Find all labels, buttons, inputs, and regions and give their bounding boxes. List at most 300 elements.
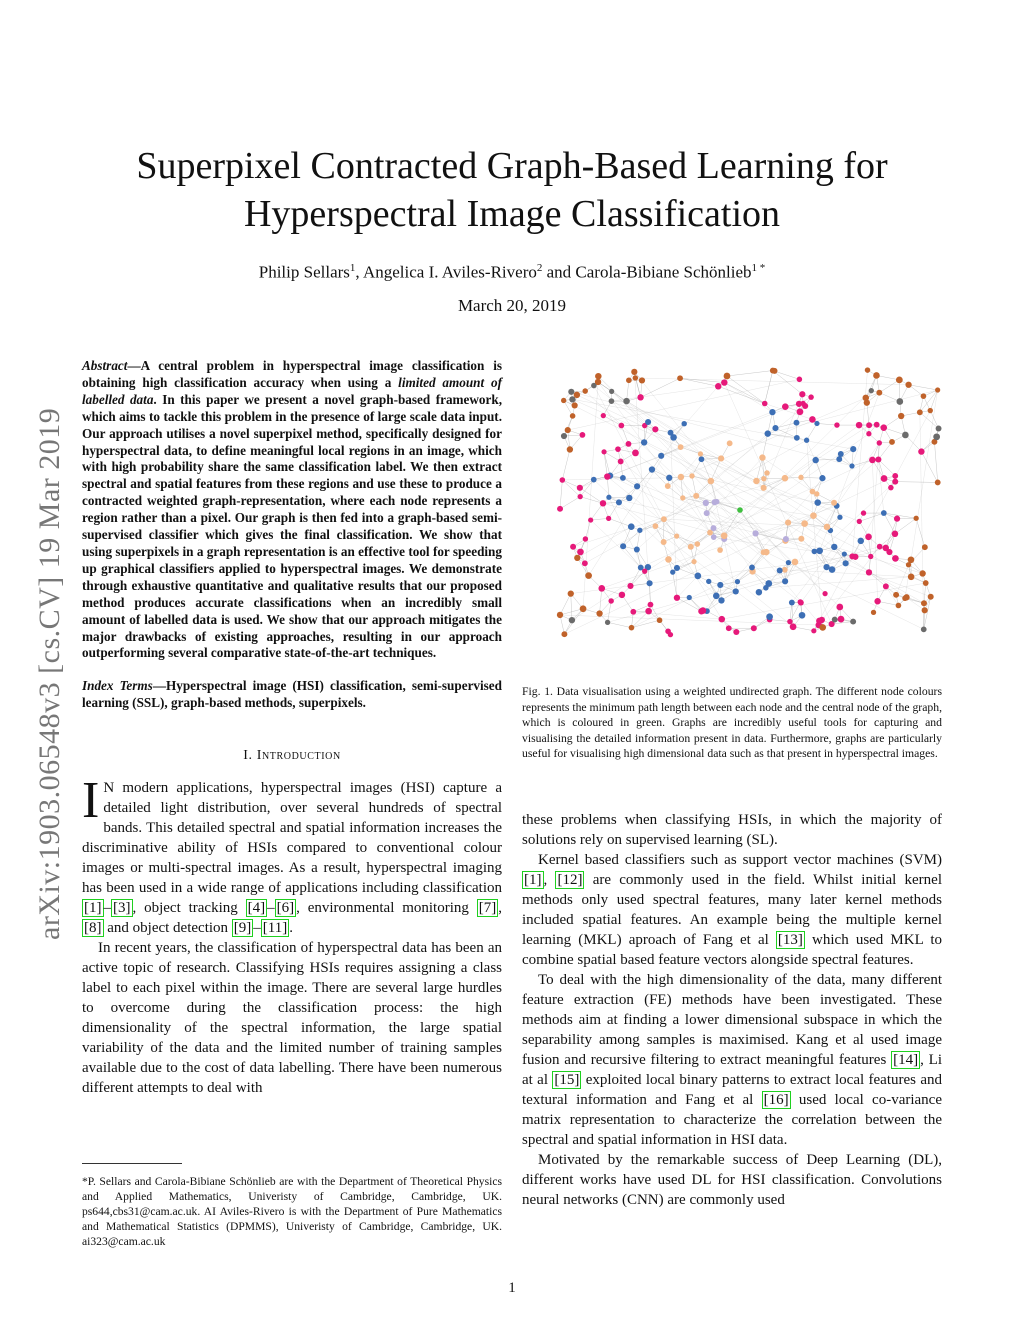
graph-node (574, 392, 580, 398)
graph-node (874, 598, 880, 604)
graph-edge (677, 536, 698, 544)
graph-node (753, 478, 760, 485)
graph-node (816, 547, 823, 554)
graph-edge (775, 423, 796, 428)
graph-edge (920, 412, 924, 629)
citation-link[interactable]: [11] (262, 920, 288, 937)
graph-node (649, 466, 655, 472)
graph-edge (920, 412, 939, 428)
graph-node (609, 398, 615, 404)
graph-node (665, 628, 671, 634)
graph-node (626, 495, 632, 501)
graph-node (782, 567, 788, 573)
graph-edge (820, 482, 896, 551)
graph-node (678, 444, 684, 450)
graph-node (674, 534, 679, 539)
graph-node (794, 420, 800, 426)
body-text: used local co-variance matrix representation to characterize the correlation between the spectral and spatial information in HSI data. (522, 1092, 942, 1148)
graph-node (936, 426, 942, 432)
body-text: To deal with the high dimensionality of the data, many different feature extraction (FE) methods have been investigated. These methods aim at finding a lower dimensional subspace in which the separability among samples is maximised. Kang et al used image fusion and recursive filtering to extract meaningful features (522, 972, 942, 1068)
graph-node (881, 510, 887, 516)
graph-node (856, 422, 862, 428)
right-paragraph-3 (522, 970, 942, 1150)
section-title: Introduction (256, 748, 341, 764)
graph-node (914, 516, 919, 521)
graph-node (877, 440, 882, 445)
graph-node (876, 390, 882, 396)
author-affiliation: 1 (349, 262, 356, 274)
graph-node (634, 483, 640, 489)
graph-node (822, 591, 827, 596)
citation-link[interactable]: [4] (247, 900, 266, 917)
graph-edge (766, 541, 785, 552)
graph-node (689, 473, 694, 478)
graph-node (619, 423, 625, 429)
graph-node (777, 568, 783, 574)
graph-node (782, 475, 789, 482)
graph-node (605, 620, 610, 625)
paper-date: March 20, 2019 (457, 296, 567, 315)
graph-node (866, 422, 872, 428)
graph-node (596, 610, 602, 616)
graph-node (609, 389, 614, 394)
citation-link[interactable]: [6] (276, 900, 295, 917)
graph-node (799, 612, 806, 619)
index-terms-lead: Index Terms (82, 678, 153, 694)
graph-node (917, 409, 923, 415)
graph-node (799, 391, 805, 397)
graph-edge (692, 476, 696, 496)
graph-node (836, 604, 843, 611)
graph-edge (756, 533, 786, 540)
graph-node (623, 398, 629, 404)
graph-edge (591, 518, 609, 520)
author-affiliation: 1 * (751, 262, 766, 274)
graph-node (727, 440, 733, 446)
citation-link[interactable]: [1] (84, 900, 102, 917)
graph-node (922, 544, 928, 550)
graph-node (874, 422, 880, 428)
citation-range-dash: – (267, 900, 275, 917)
graph-node (595, 373, 601, 379)
graph-node (797, 408, 804, 415)
author-name: Philip Sellars (258, 262, 350, 282)
graph-node (831, 544, 837, 550)
graph-node (797, 377, 803, 383)
graph-node (726, 625, 732, 631)
body-text: are commonly used in the field. Whilst initial kernel methods only used spectral features, many later kernel methods included spatial features. An example being the multiple kernel learning (MKL) aproach of Fang et al (522, 872, 942, 948)
graph-node (711, 525, 717, 531)
graph-node (903, 594, 909, 600)
abstract-text: A central problem in hyperspectral image classification is obtaining high classification accuracy when using a (82, 358, 502, 390)
graph-edge (773, 371, 803, 395)
graph-node (772, 368, 778, 374)
graph-node (703, 500, 709, 506)
body-text: and object detection (103, 920, 232, 937)
graph-node (893, 592, 899, 598)
graph-node (691, 559, 696, 564)
graph-edge (905, 435, 921, 452)
graph-edge (924, 583, 926, 603)
graph-node (871, 610, 876, 615)
graph-node (875, 456, 881, 462)
graph-node (670, 434, 677, 441)
graph-node (658, 453, 664, 459)
graph-edge (884, 513, 895, 534)
graph-node (838, 451, 844, 457)
citation-link[interactable]: [13] (777, 932, 803, 948)
graph-edge (604, 452, 610, 476)
citation-link[interactable]: [8] (84, 920, 102, 937)
author-affiliation: 2 (536, 262, 543, 274)
graph-edge (884, 513, 916, 518)
citation-link[interactable]: [14] (893, 1052, 919, 1068)
graph-node (842, 551, 847, 556)
graph-node (785, 520, 791, 526)
page-number: 1 (508, 1280, 516, 1296)
graph-node (606, 516, 611, 521)
graph-node (637, 394, 643, 400)
graph-node (808, 394, 813, 399)
graph-node (814, 421, 819, 426)
graph-node (588, 517, 593, 522)
graph-node (928, 594, 934, 600)
graph-node (798, 475, 803, 480)
graph-node (618, 459, 624, 465)
graph-node (858, 538, 865, 545)
graph-node (824, 524, 831, 531)
graph-edge (631, 620, 659, 627)
author-separator: and (542, 262, 576, 282)
graph-node (657, 617, 663, 623)
graph-node (604, 473, 610, 479)
body-text: exploited local binary patterns to extract local features and textural information and Fang et al (522, 1072, 942, 1108)
graph-node (585, 572, 592, 579)
graph-node (674, 595, 680, 601)
graph-node (652, 426, 658, 432)
graph-node (792, 559, 799, 566)
graph-node (796, 401, 802, 407)
graph-node (580, 432, 586, 438)
graph-node (721, 379, 727, 385)
graph-node (761, 485, 767, 491)
graph-node (816, 618, 822, 624)
graph-node (557, 612, 563, 618)
graph-node (882, 545, 889, 552)
graph-edge (560, 594, 571, 615)
graph-node (889, 439, 895, 445)
paper-title (60, 142, 964, 238)
graph-node (921, 627, 927, 633)
graph-node (600, 500, 606, 506)
graph-edge (876, 375, 899, 379)
graph-edge (724, 383, 764, 404)
graph-edge (718, 386, 764, 403)
graph-node (569, 617, 575, 623)
graph-node (922, 607, 928, 613)
graph-node (762, 401, 768, 407)
graph-node (670, 570, 675, 575)
graph-edge (724, 383, 772, 413)
right-column (522, 810, 942, 1210)
graph-node (708, 478, 715, 485)
citation-link[interactable]: [16] (763, 1092, 789, 1108)
graph-node (711, 534, 717, 540)
graph-edge (594, 480, 722, 601)
graph-node (837, 515, 842, 520)
graph-edge (618, 449, 722, 619)
citation-link[interactable]: [12] (557, 872, 583, 888)
graph-edge (768, 390, 938, 434)
graph-node (865, 367, 870, 372)
graph-node (849, 463, 854, 468)
graph-edge (879, 393, 899, 402)
graph-node (557, 506, 563, 512)
section-numeral: I. (243, 748, 257, 764)
graph-edge (930, 390, 937, 411)
graph-edge (580, 497, 603, 504)
graph-node (645, 419, 651, 425)
graph-node (819, 624, 826, 631)
graph-edge (621, 426, 628, 444)
graph-node (850, 619, 856, 625)
graph-edge (930, 411, 938, 429)
author-name: Carola-Bibiane Schönlieb (575, 262, 752, 282)
graph-node (699, 456, 705, 462)
graph-node (794, 435, 800, 441)
graph-edge (762, 458, 812, 492)
graph-center-node (737, 507, 743, 513)
graph-node (866, 569, 872, 575)
graph-node (896, 603, 902, 609)
graph-node (577, 485, 583, 491)
graph-node (892, 473, 898, 479)
graph-node (565, 427, 571, 433)
graph-node (751, 625, 757, 631)
graph-node (681, 421, 686, 426)
graph-node (923, 580, 929, 586)
title-line-2: Hyperspectral Image Classification (243, 193, 781, 235)
graph-node (629, 625, 635, 631)
graph-edge (934, 442, 937, 483)
citation-separator: , (498, 900, 502, 917)
graph-node (787, 619, 792, 624)
footnote: *P. Sellars and Carola-Bibiane Schönlieb are with the Department of Theoretical Physics and Applied Mathematics, Univeristy of Cambridge, Cambridge, UK. ps644,cbs31@cam.ac.uk. AI Aviles-Rivero is with the Department of Pure Mathematics and Mathematical Statistics (DPMMS), Univeristy of Cambridge, Cambridge, UK. ai323@cam.ac.uk (82, 1175, 502, 1248)
graph-node (883, 583, 889, 589)
graph-edge (668, 458, 762, 560)
graph-node (620, 543, 626, 549)
graph-node (761, 476, 766, 481)
graph-node (902, 432, 909, 439)
body-text: , object tracking (132, 900, 246, 917)
graph-node (661, 516, 667, 522)
graph-node (717, 547, 723, 553)
graph-node (578, 494, 583, 499)
graph-node (631, 369, 637, 375)
graph-node (786, 560, 791, 565)
body-text: N modern applications, hyperspectral images (HSI) capture a detailed light distribution, over several hundreds of spectral bands. This detailed spectral and spatial information increases the discriminative ability of HSIs compared to conventional colour images or multi-spectral images. As a result, hyperspectral imaging has been used in a wide range of applications including classification (82, 780, 502, 897)
graph-edge (770, 620, 790, 622)
graph-node (908, 574, 915, 581)
graph-node (580, 605, 587, 612)
right-paragraph-1: these problems when classifying HSIs, in which the majority of solutions rely on supervised learning (SL). (522, 812, 942, 848)
graph-node (598, 585, 605, 592)
graph-node (642, 569, 647, 574)
graph-edge (807, 440, 823, 627)
graph-node (694, 573, 701, 580)
section-heading-introduction (82, 746, 502, 766)
graph-node (756, 589, 762, 595)
graph-node (735, 579, 740, 584)
graph-edge (817, 423, 837, 425)
graph-node (714, 499, 720, 505)
graph-node (881, 475, 888, 482)
graph-node (608, 598, 613, 603)
graph-node (765, 430, 771, 436)
graph-node (918, 448, 924, 454)
graph-node (687, 595, 692, 600)
graph-node (693, 493, 699, 499)
citation-link[interactable]: [15] (554, 1072, 580, 1088)
graph-node (630, 609, 636, 615)
graph-node (852, 554, 858, 560)
graph-node (677, 375, 683, 381)
graph-node (700, 607, 707, 614)
graph-node (715, 383, 721, 389)
graph-edge (598, 376, 839, 607)
citation-link[interactable]: [7] (478, 900, 497, 917)
graph-edge (637, 434, 768, 550)
graph-node (892, 530, 899, 537)
graph-node (829, 566, 836, 573)
graph-edge (609, 518, 632, 526)
graph-node (661, 539, 667, 545)
graph-node (704, 510, 710, 516)
body-text: Kernel based classifiers such as support vector machines (SVM) (538, 852, 942, 868)
graph-node (894, 516, 900, 522)
graph-edge (909, 385, 938, 390)
graph-node (933, 433, 940, 440)
author-list (60, 262, 964, 283)
graph-edge (562, 478, 669, 480)
graph-node (570, 544, 576, 550)
graph-node (896, 376, 903, 383)
abstract (82, 358, 502, 662)
graph-edge (807, 423, 817, 440)
graph-node (782, 578, 788, 584)
graph-edge (560, 497, 580, 509)
graph-node (823, 564, 829, 570)
graph-edge (608, 622, 632, 627)
graph-node (811, 628, 816, 633)
graph-node (832, 617, 838, 623)
graph-edge (681, 447, 701, 454)
graph-node (863, 395, 870, 402)
graph-node (761, 549, 767, 555)
graph-node (801, 520, 808, 527)
graph-node (717, 582, 723, 588)
graph-node (721, 532, 728, 539)
graph-node (666, 475, 672, 481)
body-text: , Li at al (522, 1052, 942, 1088)
graph-node (892, 555, 899, 562)
graph-node (919, 570, 925, 576)
graph-node (798, 536, 804, 542)
arxiv-identifier: arXiv:1903.06548v3 [cs.CV] 19 Mar 2019 (33, 407, 66, 940)
body-text: . (289, 920, 293, 937)
graph-node (718, 455, 724, 461)
graph-node (695, 541, 701, 547)
body-text: , environmental monitoring (296, 900, 477, 917)
graph-edge (895, 482, 937, 483)
graph-edge (722, 583, 926, 619)
graph-edge (680, 378, 724, 382)
graph-node (834, 422, 839, 427)
citation-link[interactable]: [9] (233, 920, 252, 937)
graph-node (789, 600, 795, 606)
graph-edge (571, 594, 572, 621)
graph-node (641, 439, 647, 445)
graph-edge (727, 376, 765, 403)
graph-node (688, 544, 694, 550)
graph-node (905, 382, 911, 388)
graph-edge (878, 459, 883, 513)
graph-node (570, 413, 576, 419)
graph-node (888, 485, 894, 491)
graph-node (850, 446, 856, 452)
graph-node (665, 556, 672, 563)
graph-node (866, 431, 871, 436)
graph-node (639, 377, 645, 383)
graph-node (645, 608, 652, 615)
graph-node (577, 549, 584, 556)
index-terms (82, 678, 502, 712)
body-text: which used MKL to combine spatial based feature vectors alongside spectral features. (522, 932, 942, 968)
graph-node (698, 451, 703, 456)
graph-node (819, 475, 825, 481)
citation-link[interactable]: [1] (524, 872, 542, 888)
graph-edge (627, 401, 831, 530)
citation-link[interactable]: [3] (113, 900, 131, 917)
graph-edge (717, 502, 823, 628)
graph-node (619, 592, 626, 599)
graph-edge (801, 460, 816, 477)
graph-node (857, 519, 862, 524)
graph-node (838, 616, 845, 623)
graph-edge (727, 371, 773, 376)
graph-node (810, 512, 817, 519)
graph-node (632, 450, 639, 457)
graph-node (869, 388, 874, 393)
graph-edge (916, 518, 925, 547)
graph-edge (765, 371, 773, 404)
graph-figure (550, 362, 950, 644)
graph-node (568, 590, 574, 596)
graph-node (896, 398, 903, 405)
graph-edge (577, 527, 631, 558)
graph-edge (801, 477, 822, 478)
footnote-rule (82, 1163, 182, 1164)
intro-paragraph-1 (82, 772, 502, 938)
right-paragraph-2 (522, 850, 942, 970)
graph-node (804, 438, 809, 443)
graph-edge (884, 428, 906, 435)
right-paragraph-4: Motivated by the remarkable success of Deep Learning (DL), different works have used DL for HSI classification. Convolutions neural networks (CNN) are commonly used (522, 1152, 942, 1208)
graph-node (582, 560, 588, 566)
graph-edge (701, 459, 859, 521)
graph-edge (604, 452, 607, 477)
graph-node (665, 483, 671, 489)
